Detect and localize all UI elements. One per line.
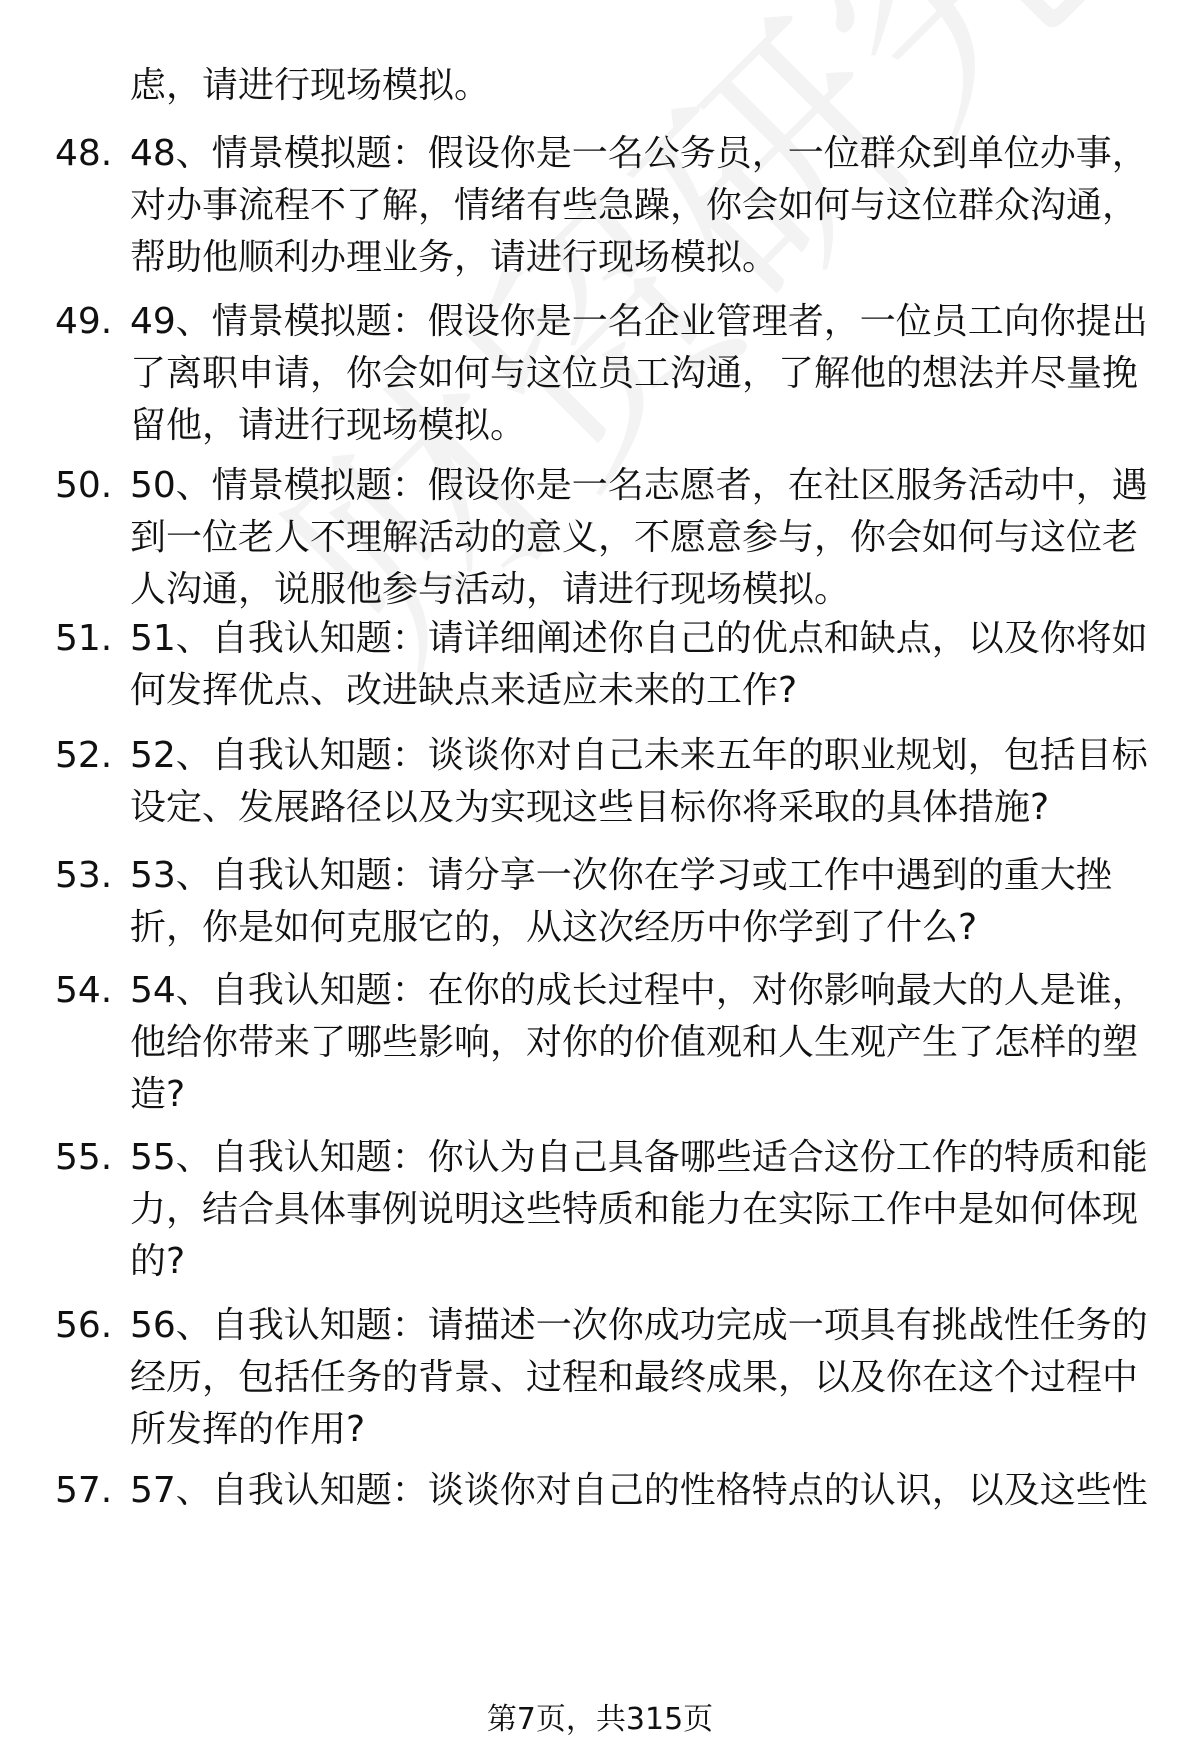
- question-text: 49、情景模拟题：假设你是一名企业管理者，一位员工向你提出了离职申请，你会如何与这位员工沟通，了解他的想法并尽量挽留他，请进行现场模拟。: [130, 301, 1148, 446]
- question-number: 55.: [55, 1137, 113, 1178]
- continuation-text: 虑，请进行现场模拟。: [130, 65, 491, 106]
- question-number: 56.: [55, 1305, 113, 1346]
- question-text: 54、自我认知题：在你的成长过程中，对你影响最大的人是谁，他给你带来了哪些影响，对你的价值观和人生观产生了怎样的塑造?: [130, 970, 1148, 1115]
- question-text: 53、自我认知题：请分享一次你在学习或工作中遇到的重大挫折，你是如何克服它的，从这次经历中你学到了什么?: [130, 855, 1112, 948]
- question-text: 48、情景模拟题：假设你是一名公务员，一位群众到单位办事，对办事流程不了解，情绪有些急躁，你会如何与这位群众沟通，帮助他顺利办理业务，请进行现场模拟。: [130, 133, 1148, 278]
- question-number: 52.: [55, 735, 113, 776]
- question-number: 48.: [55, 133, 113, 174]
- question-text: 51、自我认知题：请详细阐述你自己的优点和缺点，以及你将如何发挥优点、改进缺点来适应未来的工作?: [130, 618, 1148, 711]
- question-number: 53.: [55, 855, 113, 896]
- question-number: 49.: [55, 301, 113, 342]
- question-text: 52、自我认知题：谈谈你对自己未来五年的职业规划，包括目标设定、发展路径以及为实现这些目标你将采取的具体措施?: [130, 735, 1148, 828]
- question-number: 51.: [55, 618, 113, 659]
- question-number: 54.: [55, 970, 113, 1011]
- question-text: 56、自我认知题：请描述一次你成功完成一项具有挑战性任务的经历，包括任务的背景、过程和最终成果，以及你在这个过程中所发挥的作用?: [130, 1305, 1148, 1450]
- question-text: 57、自我认知题：谈谈你对自己的性格特点的认识，以及这些性: [130, 1470, 1148, 1511]
- question-number: 57.: [55, 1470, 113, 1511]
- question-number: 50.: [55, 465, 113, 506]
- page-footer: 第7页，共315页: [486, 1702, 714, 1737]
- question-text: 50、情景模拟题：假设你是一名志愿者，在社区服务活动中，遇到一位老人不理解活动的意义，不愿意参与，你会如何与这位老人沟通，说服他参与活动，请进行现场模拟。: [130, 465, 1148, 610]
- question-text: 55、自我认知题：你认为自己具备哪些适合这份工作的特质和能力，结合具体事例说明这些特质和能力在实际工作中是如何体现的?: [130, 1137, 1148, 1282]
